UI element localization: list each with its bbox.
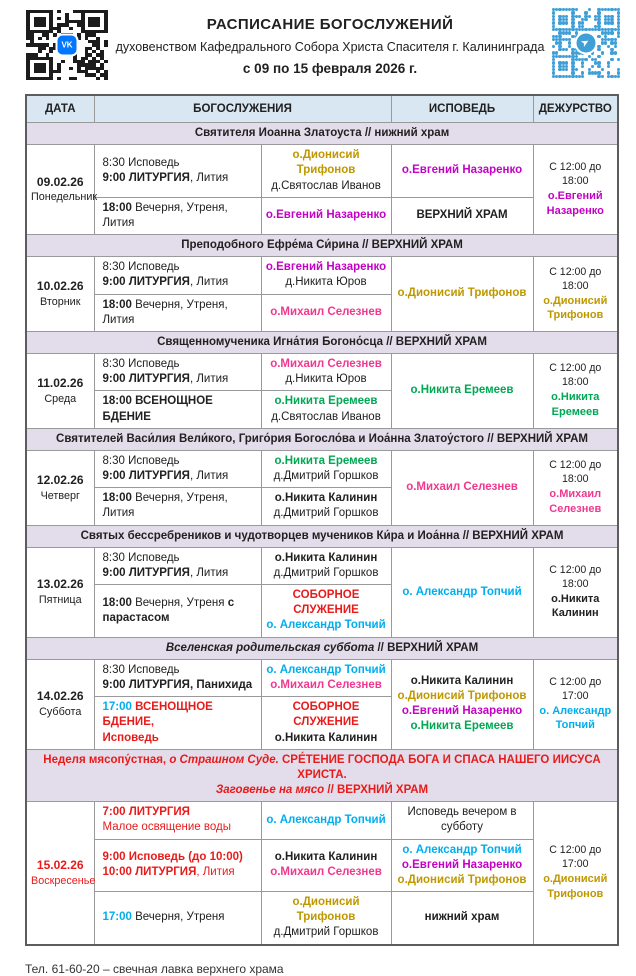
service-row — [26, 659, 618, 696]
celebrant-cell: о.Никита Еремеев д.Дмитрий Горшков — [261, 450, 391, 487]
telegram-logo-icon — [577, 34, 596, 53]
date-cell: 15.02.26 Воскресенье — [26, 802, 94, 945]
date-cell: 14.02.26 Суббота — [26, 659, 94, 749]
celebrant-cell: о. Александр Топчий о.Михаил Селезнев — [261, 659, 391, 696]
services-cell: 8:30 Исповедь 9:00 ЛИТУРГИЯ, Лития — [94, 257, 261, 294]
celebrant-cell: о.Никита Калинин о.Михаил Селезнев — [261, 839, 391, 892]
duty-cell: С 12:00 до 17:00 о.Дионисий Трифонов — [533, 802, 618, 945]
confession-cell: о.Дионисий Трифонов — [391, 257, 533, 332]
vk-logo-icon: VK — [58, 36, 77, 55]
confession-cell: о. Александр Топчий — [391, 547, 533, 637]
confession-cell: Исповедь вечером в субботу — [391, 802, 533, 839]
service-row — [26, 839, 618, 892]
section-title-row — [26, 749, 618, 802]
column-header-date: ДАТА — [26, 95, 94, 123]
section-title: Преподобного Ефре́ма Си́рина // ВЕРХНИЙ ХРАМ — [26, 235, 618, 257]
date-cell: 09.02.26 Понедельник — [26, 145, 94, 235]
celebrant-cell: о.Никита Калинин д.Дмитрий Горшков — [261, 547, 391, 584]
service-row — [26, 892, 618, 945]
service-row — [26, 145, 618, 198]
service-row — [26, 354, 618, 391]
confession-cell: ВЕРХНИЙ ХРАМ — [391, 197, 533, 234]
section-title-row — [26, 331, 618, 353]
table-header-row — [26, 95, 618, 123]
confession-cell: о.Никита Калинин о.Дионисий Трифонов о.Евгений Назаренко о.Никита Еремеев — [391, 659, 533, 749]
services-cell: 18:00 Вечерня, Утреня, Лития — [94, 197, 261, 234]
page-title: РАСПИСАНИЕ БОГОСЛУЖЕНИЙ — [206, 16, 454, 33]
duty-cell: С 12:00 до 18:00 о.Дионисий Трифонов — [533, 257, 618, 332]
column-header-confession: ИСПОВЕДЬ — [391, 95, 533, 123]
section-title: Святителей Васи́лия Вели́кого, Григо́рия Богосло́ва и Иоа́нна Златоу́стого // ВЕРХНИЙ ХРАМ — [26, 428, 618, 450]
section-title-row — [26, 525, 618, 547]
celebrant-cell: о. Александр Топчий — [261, 802, 391, 839]
service-row — [26, 547, 618, 584]
services-cell: 18:00 ВСЕНОЩНОЕ БДЕНИЕ — [94, 391, 261, 428]
section-title-row — [26, 428, 618, 450]
services-cell: 9:00 Исповедь (до 10:00) 10:00 ЛИТУРГИЯ, Лития — [94, 839, 261, 892]
confession-cell: о.Евгений Назаренко — [391, 145, 533, 198]
celebrant-cell: о.Евгений Назаренко д.Никита Юров — [261, 257, 391, 294]
service-row — [26, 257, 618, 294]
services-cell: 8:30 Исповедь 9:00 ЛИТУРГИЯ, Лития — [94, 354, 261, 391]
duty-cell: С 12:00 до 18:00 о.Михаил Селезнев — [533, 450, 618, 525]
date-cell: 10.02.26 Вторник — [26, 257, 94, 332]
section-title: Вселенская родительская суббота // ВЕРХНИЙ ХРАМ — [26, 637, 618, 659]
section-title: Неделя мясопу́стная, о Страшном Суде. СРЕ́ТЕНИЕ ГОСПОДА БОГА И СПАСА НАШЕГО ИИСУСА ХРИСТА. Заговенье на мясо // ВЕРХНИЙ ХРАМ — [26, 749, 618, 802]
celebrant-cell: о.Михаил Селезнев — [261, 294, 391, 331]
services-cell: 8:30 Исповедь 9:00 ЛИТУРГИЯ, Лития — [94, 547, 261, 584]
celebrant-cell: о.Никита Еремеев д.Святослав Иванов — [261, 391, 391, 428]
duty-cell: С 12:00 до 17:00 о. Александр Топчий — [533, 659, 618, 749]
column-header-duty: ДЕЖУРСТВО — [533, 95, 618, 123]
celebrant-cell: о.Дионисий Трифонов д.Святослав Иванов — [261, 145, 391, 198]
section-title: Священномученика Игна́тия Богоно́сца // ВЕРХНИЙ ХРАМ — [26, 331, 618, 353]
confession-cell: о. Александр Топчий о.Евгений Назаренко о.Дионисий Трифонов — [391, 839, 533, 892]
service-row — [26, 450, 618, 487]
services-cell: 8:30 Исповедь 9:00 ЛИТУРГИЯ, Лития — [94, 145, 261, 198]
date-cell: 13.02.26 Пятница — [26, 547, 94, 637]
services-cell: 8:30 Исповедь 9:00 ЛИТУРГИЯ, Панихида — [94, 659, 261, 696]
section-title-row — [26, 235, 618, 257]
celebrant-cell: СОБОРНОЕ СЛУЖЕНИЕ о.Никита Калинин — [261, 697, 391, 750]
services-cell: 18:00 Вечерня, Утреня, Лития — [94, 488, 261, 525]
celebrant-cell: о.Никита Калинин д.Дмитрий Горшков — [261, 488, 391, 525]
section-title: Святых бессребреников и чудотворцев мучеников Ки́ра и Иоа́нна // ВЕРХНИЙ ХРАМ — [26, 525, 618, 547]
confession-cell: о.Никита Еремеев — [391, 354, 533, 429]
service-row — [26, 802, 618, 839]
celebrant-cell: о.Дионисий Трифонов д.Дмитрий Горшков — [261, 892, 391, 945]
schedule-table — [25, 94, 619, 946]
celebrant-cell: о.Евгений Назаренко — [261, 197, 391, 234]
section-title-row — [26, 637, 618, 659]
services-cell: 17:00 ВСЕНОЩНОЕ БДЕНИЕ, Исповедь — [94, 697, 261, 750]
confession-cell: о.Михаил Селезнев — [391, 450, 533, 525]
section-title: Святителя Иоанна Златоуста // нижний храм — [26, 123, 618, 145]
paper-plane-icon: ➤ — [579, 35, 593, 50]
date-range: с 09 по 15 февраля 2026 г. — [242, 61, 418, 76]
page-subtitle: духовенством Кафедрального Собора Христа Спасителя г. Калининграда — [115, 40, 545, 54]
services-cell: 8:30 Исповедь 9:00 ЛИТУРГИЯ, Лития — [94, 450, 261, 487]
date-cell: 11.02.26 Среда — [26, 354, 94, 429]
services-cell: 7:00 ЛИТУРГИЯ Малое освящение воды — [94, 802, 261, 839]
section-title-row — [26, 123, 618, 145]
celebrant-cell: о.Михаил Селезнев д.Никита Юров — [261, 354, 391, 391]
celebrant-cell: СОБОРНОЕ СЛУЖЕНИЕ о. Александр Топчий — [261, 585, 391, 638]
telegram-qr-code — [552, 8, 620, 78]
phone-note: Тел. 61-60-20 – свечная лавка верхнего храма — [25, 961, 284, 976]
services-cell: 18:00 Вечерня, Утреня с парастасом — [94, 585, 261, 638]
title-block — [108, 6, 552, 76]
page-header — [0, 0, 636, 80]
services-cell: 17:00 Вечерня, Утреня — [94, 892, 261, 945]
services-cell: 18:00 Вечерня, Утреня, Лития — [94, 294, 261, 331]
duty-cell: С 12:00 до 18:00 о.Евгений Назаренко — [533, 145, 618, 235]
duty-cell: С 12:00 до 18:00 о.Никита Еремеев — [533, 354, 618, 429]
vk-qr-code — [26, 10, 108, 80]
service-row — [26, 197, 618, 234]
confession-cell: нижний храм — [391, 892, 533, 945]
duty-cell: С 12:00 до 18:00 о.Никита Калинин — [533, 547, 618, 637]
column-header-services: БОГОСЛУЖЕНИЯ — [94, 95, 391, 123]
date-cell: 12.02.26 Четверг — [26, 450, 94, 525]
